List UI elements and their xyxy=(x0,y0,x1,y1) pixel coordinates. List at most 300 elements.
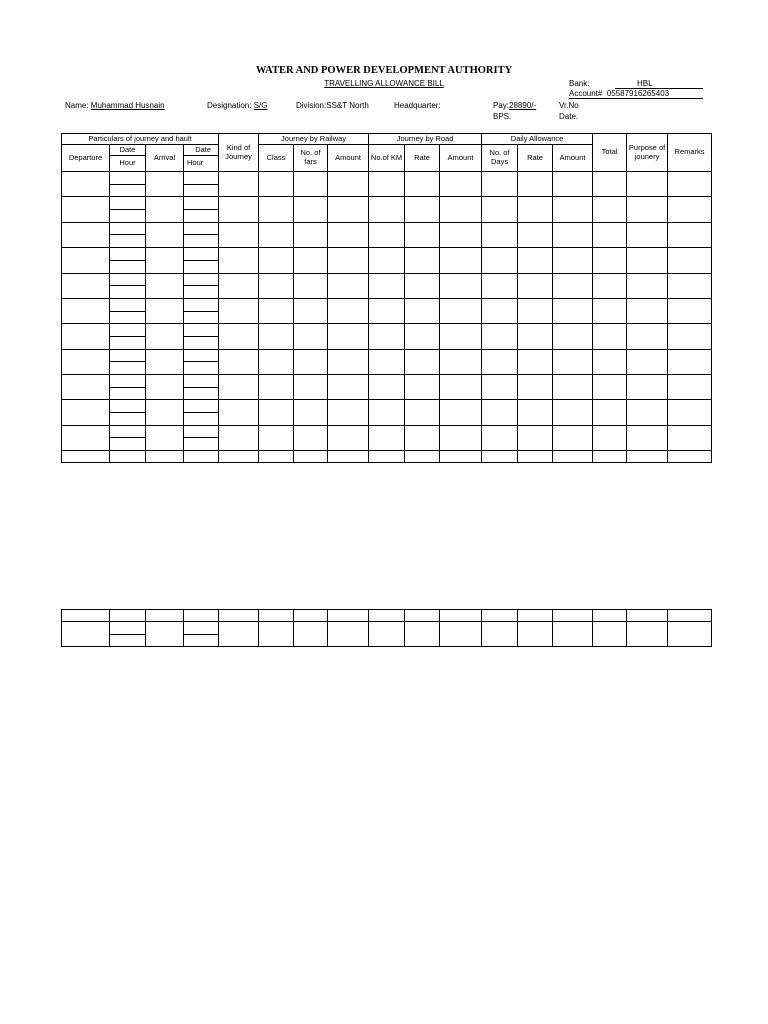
col-road-rate: Rate xyxy=(405,145,440,172)
entry-cell xyxy=(328,622,369,647)
name-field xyxy=(65,101,165,110)
entry-cell xyxy=(259,298,294,323)
arrival-date-hour-cell xyxy=(184,400,219,413)
entry-cell xyxy=(668,222,712,247)
entry-cell xyxy=(328,222,369,247)
entry-cell xyxy=(259,349,294,374)
entry-cell xyxy=(110,451,146,463)
col-total: Total xyxy=(593,134,627,172)
departure-cell xyxy=(62,400,110,425)
entry-cell xyxy=(518,197,553,222)
entry-cell xyxy=(593,273,627,298)
table-row xyxy=(62,222,712,235)
entry-cell xyxy=(405,197,440,222)
departure-date-hour-cell xyxy=(110,387,146,400)
entry-cell xyxy=(219,375,259,400)
arrival-date-hour-cell xyxy=(184,298,219,311)
entry-cell xyxy=(668,248,712,273)
arrival-date-hour-cell xyxy=(184,286,219,299)
entry-cell xyxy=(369,324,405,349)
entry-cell xyxy=(593,298,627,323)
departure-date-hour-cell xyxy=(110,273,146,286)
entry-cell xyxy=(553,622,593,647)
entry-cell xyxy=(518,248,553,273)
arrival-cell xyxy=(146,324,184,349)
departure-date-hour-cell xyxy=(110,298,146,311)
arrival-cell xyxy=(146,375,184,400)
arrival-date-hour-cell xyxy=(184,622,219,635)
col-arrival-hour: Hour xyxy=(184,156,219,172)
entry-cell xyxy=(668,172,712,197)
entry-cell xyxy=(627,375,668,400)
entry-cell xyxy=(482,197,518,222)
arrival-date-hour-cell xyxy=(184,197,219,210)
departure-cell xyxy=(62,324,110,349)
entry-cell xyxy=(627,197,668,222)
entry-cell xyxy=(518,451,553,463)
entry-cell xyxy=(294,172,328,197)
departure-date-hour-cell xyxy=(110,210,146,223)
entry-cell xyxy=(593,248,627,273)
entry-cell xyxy=(328,172,369,197)
bank-label: Bank: xyxy=(569,79,590,88)
entry-cell xyxy=(405,375,440,400)
entry-cell xyxy=(593,172,627,197)
account-line xyxy=(569,89,703,99)
entry-cell xyxy=(62,610,110,622)
bank-value xyxy=(615,79,703,89)
entry-cell xyxy=(219,425,259,450)
entry-cell xyxy=(553,349,593,374)
entry-cell xyxy=(294,622,328,647)
entry-cell xyxy=(369,273,405,298)
entry-cell xyxy=(668,400,712,425)
col-road-amount: Amount xyxy=(440,145,482,172)
entry-cell xyxy=(518,273,553,298)
entry-cell xyxy=(405,222,440,247)
entry-cell xyxy=(440,451,482,463)
division-value: SS&T North xyxy=(326,101,369,110)
bank-value-text: HBL xyxy=(637,79,653,88)
departure-date-hour-cell xyxy=(110,425,146,438)
table-row xyxy=(62,375,712,388)
departure-date-hour-cell xyxy=(110,324,146,337)
departure-date-hour-cell xyxy=(110,400,146,413)
table-row xyxy=(62,298,712,311)
entry-cell xyxy=(553,425,593,450)
entry-cell xyxy=(593,451,627,463)
entry-cell xyxy=(553,222,593,247)
entry-cell xyxy=(627,273,668,298)
entry-cell xyxy=(369,622,405,647)
departure-date-hour-cell xyxy=(110,336,146,349)
entry-cell xyxy=(518,375,553,400)
entry-cell xyxy=(259,172,294,197)
entry-cell xyxy=(668,349,712,374)
table-row xyxy=(62,400,712,413)
vrno-label: Vr.No xyxy=(559,101,579,110)
entry-cell xyxy=(219,298,259,323)
col-daily-amount: Amount xyxy=(553,145,593,172)
name-label: Name: xyxy=(65,101,89,110)
entry-cell xyxy=(518,172,553,197)
entry-cell xyxy=(294,610,328,622)
entry-cell xyxy=(593,425,627,450)
designation-label: Designation: xyxy=(207,101,252,110)
entry-cell xyxy=(369,222,405,247)
entry-cell xyxy=(294,324,328,349)
arrival-date-hour-cell xyxy=(184,184,219,197)
table-row xyxy=(62,425,712,438)
entry-cell xyxy=(259,451,294,463)
entry-cell xyxy=(405,349,440,374)
departure-date-hour-cell xyxy=(110,172,146,185)
entry-cell xyxy=(482,451,518,463)
entry-cell xyxy=(405,622,440,647)
entry-cell xyxy=(482,248,518,273)
departure-date-hour-cell xyxy=(110,438,146,451)
arrival-cell xyxy=(146,622,184,647)
entry-cell xyxy=(328,349,369,374)
group-railway: Journey by Railway xyxy=(259,134,369,145)
entry-cell xyxy=(369,298,405,323)
departure-date-hour-cell xyxy=(110,260,146,273)
arrival-date-hour-cell xyxy=(184,413,219,426)
entry-cell xyxy=(627,349,668,374)
entry-cell xyxy=(627,451,668,463)
entry-cell xyxy=(553,298,593,323)
departure-date-hour-cell xyxy=(110,622,146,635)
entry-cell xyxy=(259,222,294,247)
headquarter-label: Headquarter: xyxy=(394,101,441,110)
table-row xyxy=(62,451,712,463)
col-remarks: Remarks xyxy=(668,134,712,172)
departure-date-hour-cell xyxy=(110,184,146,197)
entry-cell xyxy=(593,610,627,622)
departure-date-hour-cell xyxy=(110,235,146,248)
entry-cell xyxy=(259,248,294,273)
entry-cell xyxy=(627,298,668,323)
entry-cell xyxy=(405,324,440,349)
entry-cell xyxy=(593,400,627,425)
arrival-cell xyxy=(146,400,184,425)
col-departure-date: Date xyxy=(110,145,146,156)
entry-cell xyxy=(328,400,369,425)
entry-cell xyxy=(369,172,405,197)
bps-label: BPS. xyxy=(493,112,512,121)
table-row xyxy=(62,622,712,635)
entry-cell xyxy=(405,610,440,622)
arrival-date-hour-cell xyxy=(184,634,219,647)
arrival-date-hour-cell xyxy=(184,260,219,273)
entry-cell xyxy=(518,425,553,450)
entry-cell xyxy=(219,349,259,374)
division-label: Division: xyxy=(296,101,327,110)
entry-cell xyxy=(219,622,259,647)
date-label: Date. xyxy=(559,112,579,121)
entry-cell xyxy=(405,451,440,463)
entry-cell xyxy=(627,622,668,647)
entry-cell xyxy=(593,622,627,647)
entry-cell xyxy=(259,324,294,349)
table-row xyxy=(62,610,712,622)
entry-cell xyxy=(553,273,593,298)
entry-cell xyxy=(440,273,482,298)
entry-cell xyxy=(553,400,593,425)
col-departure: Departure xyxy=(62,145,110,172)
entry-cell xyxy=(146,451,184,463)
entry-cell xyxy=(294,248,328,273)
departure-date-hour-cell xyxy=(110,286,146,299)
entry-cell xyxy=(219,248,259,273)
departure-date-hour-cell xyxy=(110,349,146,362)
entry-cell xyxy=(593,197,627,222)
entry-cell xyxy=(553,324,593,349)
entry-cell xyxy=(110,610,146,622)
entry-cell xyxy=(482,222,518,247)
entry-cell xyxy=(627,400,668,425)
entry-cell xyxy=(518,298,553,323)
division-field xyxy=(296,101,369,110)
table-row xyxy=(62,324,712,337)
entry-cell xyxy=(553,375,593,400)
col-purpose: Purpose of jounery xyxy=(627,134,668,172)
departure-date-hour-cell xyxy=(110,362,146,375)
entry-cell xyxy=(482,298,518,323)
entry-cell xyxy=(440,622,482,647)
entry-cell xyxy=(219,324,259,349)
designation-field xyxy=(207,101,268,110)
entry-cell xyxy=(518,400,553,425)
entry-cell xyxy=(553,451,593,463)
entry-cell xyxy=(627,222,668,247)
entry-cell xyxy=(405,172,440,197)
entry-cell xyxy=(259,425,294,450)
group-daily-allowance: Daily Allowance xyxy=(482,134,593,145)
name-value: Muhammad Husnain xyxy=(90,101,165,110)
group-road: Journey by Road xyxy=(369,134,482,145)
departure-date-hour-cell xyxy=(110,222,146,235)
table-row xyxy=(62,248,712,261)
entry-cell xyxy=(440,425,482,450)
entry-cell xyxy=(369,451,405,463)
entry-cell xyxy=(328,375,369,400)
departure-cell xyxy=(62,222,110,247)
entry-cell xyxy=(482,172,518,197)
departure-date-hour-cell xyxy=(110,634,146,647)
entry-cell xyxy=(593,375,627,400)
col-class: Class xyxy=(259,145,294,172)
arrival-cell xyxy=(146,248,184,273)
entry-cell xyxy=(259,610,294,622)
col-arrival-date: Date xyxy=(184,145,219,156)
entry-cell xyxy=(668,273,712,298)
col-departure-hour: Hour xyxy=(110,156,146,172)
arrival-cell xyxy=(146,197,184,222)
entry-cell xyxy=(328,425,369,450)
entry-cell xyxy=(259,197,294,222)
entry-cell xyxy=(219,273,259,298)
departure-cell xyxy=(62,248,110,273)
col-railway-amount: Amount xyxy=(328,145,369,172)
continuation-table xyxy=(61,609,712,647)
col-no-of-km: No.of KM xyxy=(369,145,405,172)
pay-field xyxy=(493,101,536,110)
entry-cell xyxy=(369,400,405,425)
col-kind-of-journey: Kind of Journey xyxy=(219,134,259,172)
entry-cell xyxy=(482,324,518,349)
entry-cell xyxy=(627,172,668,197)
entry-cell xyxy=(146,610,184,622)
entry-cell xyxy=(369,610,405,622)
group-particulars: Particulars of journey and hault xyxy=(62,134,219,145)
entry-cell xyxy=(440,349,482,374)
entry-cell xyxy=(593,222,627,247)
departure-date-hour-cell xyxy=(110,197,146,210)
entry-cell xyxy=(328,273,369,298)
account-value: 05587916265403 xyxy=(606,89,670,98)
entry-cell xyxy=(553,610,593,622)
entry-cell xyxy=(518,610,553,622)
arrival-date-hour-cell xyxy=(184,438,219,451)
arrival-cell xyxy=(146,172,184,197)
entry-cell xyxy=(294,400,328,425)
departure-cell xyxy=(62,349,110,374)
entry-cell xyxy=(328,324,369,349)
departure-date-hour-cell xyxy=(110,311,146,324)
departure-date-hour-cell xyxy=(110,375,146,388)
entry-cell xyxy=(518,622,553,647)
entry-cell xyxy=(482,400,518,425)
entry-cell xyxy=(405,425,440,450)
arrival-date-hour-cell xyxy=(184,172,219,185)
arrival-date-hour-cell xyxy=(184,235,219,248)
entry-cell xyxy=(518,349,553,374)
arrival-date-hour-cell xyxy=(184,349,219,362)
arrival-cell xyxy=(146,273,184,298)
arrival-date-hour-cell xyxy=(184,362,219,375)
entry-cell xyxy=(369,375,405,400)
col-daily-rate: Rate xyxy=(518,145,553,172)
col-no-of-days: No. of Days xyxy=(482,145,518,172)
entry-cell xyxy=(627,324,668,349)
entry-cell xyxy=(593,324,627,349)
entry-cell xyxy=(219,400,259,425)
departure-cell xyxy=(62,172,110,197)
col-no-of-fars: No. of fars xyxy=(294,145,328,172)
travel-allowance-table xyxy=(61,133,712,463)
departure-date-hour-cell xyxy=(110,413,146,426)
entry-cell xyxy=(328,298,369,323)
entry-cell xyxy=(482,375,518,400)
table-row xyxy=(62,197,712,210)
departure-cell xyxy=(62,425,110,450)
entry-cell xyxy=(440,375,482,400)
arrival-date-hour-cell xyxy=(184,311,219,324)
arrival-date-hour-cell xyxy=(184,324,219,337)
entry-cell xyxy=(328,197,369,222)
entry-cell xyxy=(294,197,328,222)
entry-cell xyxy=(553,197,593,222)
arrival-cell xyxy=(146,298,184,323)
entry-cell xyxy=(369,349,405,374)
entry-cell xyxy=(482,610,518,622)
entry-cell xyxy=(440,197,482,222)
arrival-date-hour-cell xyxy=(184,336,219,349)
entry-cell xyxy=(440,400,482,425)
pay-label: Pay: xyxy=(493,101,510,110)
entry-cell xyxy=(440,172,482,197)
entry-cell xyxy=(294,222,328,247)
entry-cell xyxy=(294,298,328,323)
arrival-date-hour-cell xyxy=(184,273,219,286)
departure-cell xyxy=(62,197,110,222)
table-row xyxy=(62,172,712,185)
entry-cell xyxy=(405,248,440,273)
entry-cell xyxy=(553,172,593,197)
entry-cell xyxy=(440,324,482,349)
arrival-cell xyxy=(146,222,184,247)
entry-cell xyxy=(440,248,482,273)
entry-cell xyxy=(294,451,328,463)
entry-cell xyxy=(294,425,328,450)
entry-cell xyxy=(553,248,593,273)
entry-cell xyxy=(369,197,405,222)
entry-cell xyxy=(668,375,712,400)
pay-value: 28890/- xyxy=(509,101,537,110)
entry-cell xyxy=(62,451,110,463)
entry-cell xyxy=(440,298,482,323)
entry-cell xyxy=(518,222,553,247)
entry-cell xyxy=(259,375,294,400)
arrival-date-hour-cell xyxy=(184,248,219,261)
entry-cell xyxy=(482,273,518,298)
table-row xyxy=(62,349,712,362)
arrival-date-hour-cell xyxy=(184,222,219,235)
entry-cell xyxy=(668,622,712,647)
col-arrival: Arrival xyxy=(146,145,184,172)
departure-cell xyxy=(62,622,110,647)
entry-cell xyxy=(259,400,294,425)
arrival-date-hour-cell xyxy=(184,375,219,388)
arrival-date-hour-cell xyxy=(184,210,219,223)
entry-cell xyxy=(219,610,259,622)
entry-cell xyxy=(405,298,440,323)
entry-cell xyxy=(482,425,518,450)
entry-cell xyxy=(294,375,328,400)
entry-cell xyxy=(328,248,369,273)
departure-date-hour-cell xyxy=(110,248,146,261)
entry-cell xyxy=(259,273,294,298)
entry-cell xyxy=(184,610,219,622)
entry-cell xyxy=(259,622,294,647)
entry-cell xyxy=(668,197,712,222)
arrival-date-hour-cell xyxy=(184,425,219,438)
organization-title: WATER AND POWER DEVELOPMENT AUTHORITY xyxy=(255,65,513,76)
entry-cell xyxy=(593,349,627,374)
entry-cell xyxy=(328,610,369,622)
arrival-date-hour-cell xyxy=(184,387,219,400)
entry-cell xyxy=(294,273,328,298)
entry-cell xyxy=(219,222,259,247)
entry-cell xyxy=(627,248,668,273)
designation-value: S/G xyxy=(253,101,268,110)
departure-cell xyxy=(62,375,110,400)
entry-cell xyxy=(668,610,712,622)
entry-cell xyxy=(482,622,518,647)
entry-cell xyxy=(405,400,440,425)
entry-cell xyxy=(219,197,259,222)
